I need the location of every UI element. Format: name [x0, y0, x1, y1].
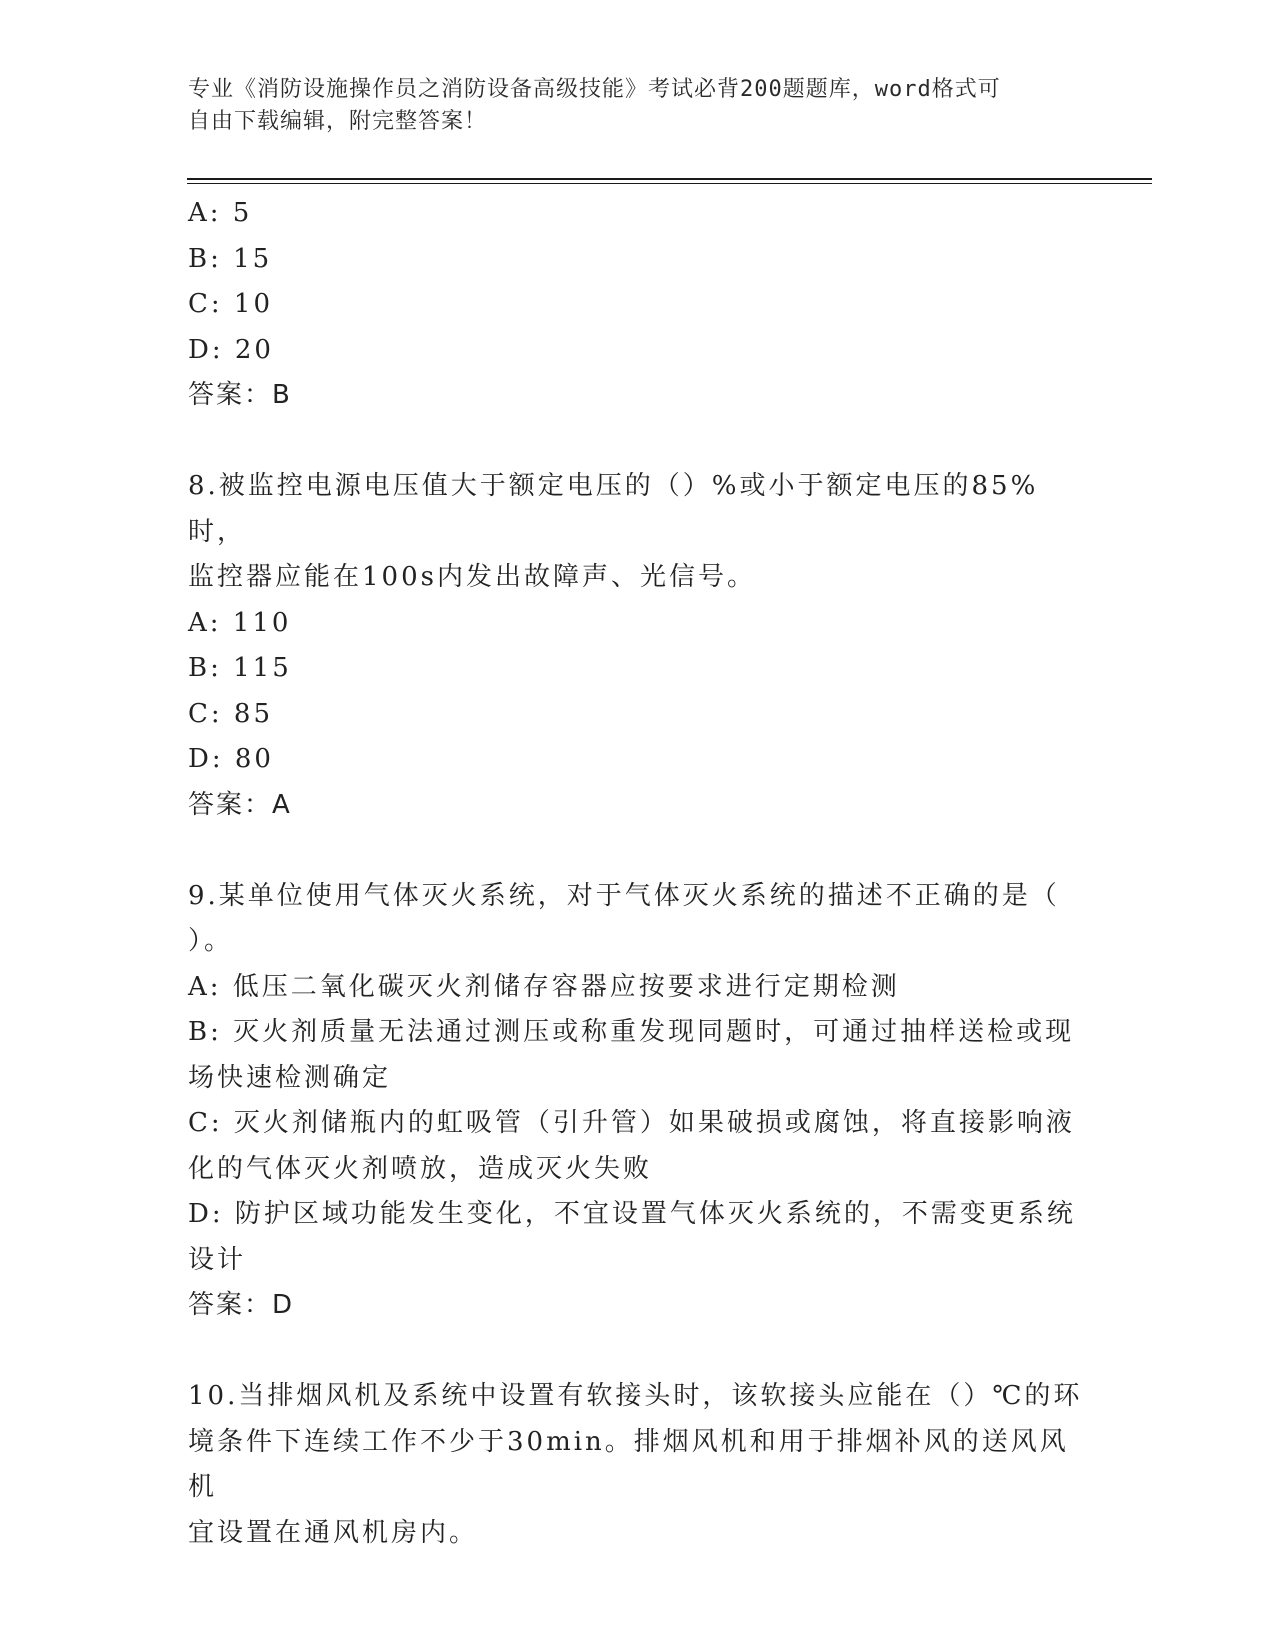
spacer [188, 419, 1088, 465]
document-header [188, 74, 1068, 138]
option-d-continued: 设计 [188, 1244, 247, 1275]
answer-line: 答案：D [188, 1290, 295, 1320]
question-8 [188, 464, 1088, 828]
question-10 [188, 1374, 1088, 1556]
question-stem-line-1: 8.被监控电源电压值大于额定电压的（）%或小于额定电压的85%时， [188, 471, 1039, 547]
spacer [188, 1329, 1088, 1375]
question-9 [188, 874, 1088, 1329]
option-a: A: 5 [188, 198, 253, 228]
header-line-2: 自由下载编辑，附完整答案！ [188, 109, 488, 134]
header-line-1: 专业《消防设施操作员之消防设备高级技能》考试必背200题题库，word格式可 [188, 77, 1001, 102]
header-rule-thick [187, 178, 1152, 180]
question-stem-line-2: ）。 [188, 926, 234, 956]
option-d: D: 防护区域功能发生变化，不宜设置气体灭火系统的，不需变更系统 [188, 1199, 1076, 1229]
option-b-continued: 场快速检测确定 [188, 1062, 392, 1093]
option-b: B: 115 [188, 653, 292, 683]
option-c: C: 灭火剂储瓶内的虹吸管（引升管）如果破损或腐蚀，将直接影响液 [188, 1108, 1075, 1138]
question-stem-line-1: 9.某单位使用气体灭火系统，对于气体灭火系统的描述不正确的是（ [188, 880, 1060, 911]
option-c-continued: 化的气体灭火剂喷放，造成灭火失败 [188, 1153, 653, 1184]
option-a: A: 110 [188, 607, 292, 638]
question-7 [188, 191, 1088, 419]
question-content [188, 191, 1088, 1556]
option-b: B: 灭火剂质量无法通过测压或称重发现同题时，可通过抽样送检或现 [188, 1017, 1075, 1047]
header-rule-thin [187, 183, 1152, 184]
option-b: B: 15 [188, 243, 273, 274]
option-d: D: 20 [188, 334, 274, 365]
question-stem-line-2: 监控器应能在100s内发出故障声、光信号。 [188, 562, 756, 592]
answer-line: 答案：A [188, 789, 292, 820]
option-a: A: 低压二氧化碳灭火剂储存容器应按要求进行定期检测 [188, 971, 900, 1002]
option-c: C: 10 [188, 289, 274, 319]
question-stem-line-3: 宜设置在通风机房内。 [188, 1517, 479, 1548]
question-stem-line-1: 10.当排烟风机及系统中设置有软接头时，该软接头应能在（）℃的环 [188, 1381, 1083, 1411]
question-stem-line-2: 境条件下连续工作不少于30min。排烟风机和用于排烟补风的送风风机 [188, 1426, 1069, 1502]
answer-line: 答案：B [188, 380, 292, 410]
option-c: C: 85 [188, 698, 274, 729]
option-d: D: 80 [188, 744, 274, 774]
spacer [188, 828, 1088, 874]
